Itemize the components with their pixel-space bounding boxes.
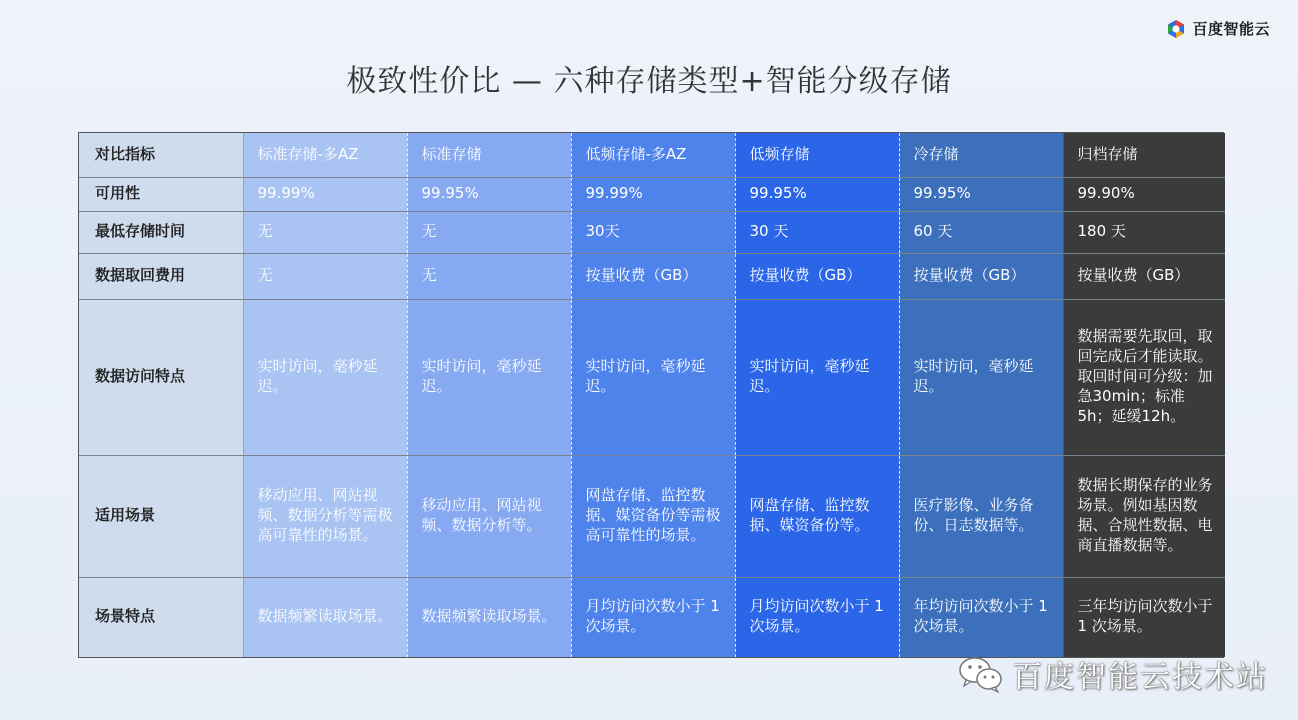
table-cell: 数据频繁读取场景。: [243, 577, 407, 657]
table-row: [79, 455, 1225, 577]
table-cell: 30 天: [735, 211, 899, 253]
table-cell: 月均访问次数小于 1 次场景。: [735, 577, 899, 657]
header-cell: 标准存储-多AZ: [243, 133, 407, 177]
baidu-cloud-hexagon-icon: [1166, 19, 1186, 39]
table-cell: 无: [243, 253, 407, 299]
wechat-icon: [958, 655, 1004, 693]
header-cell: 冷存储: [899, 133, 1063, 177]
table-row: [79, 299, 1225, 455]
row-label: 场景特点: [79, 577, 243, 657]
comparison-table: [78, 132, 1224, 658]
row-label: 最低存储时间: [79, 211, 243, 253]
table-cell: 实时访问，毫秒延迟。: [571, 299, 735, 455]
table-cell: 实时访问，毫秒延迟。: [899, 299, 1063, 455]
header-cell: 对比指标: [79, 133, 243, 177]
table-cell: 无: [407, 211, 571, 253]
table-cell: 无: [243, 211, 407, 253]
header-cell: 低频存储: [735, 133, 899, 177]
table-cell: 99.99%: [571, 177, 735, 211]
table-cell: 180 天: [1063, 211, 1225, 253]
table-cell: 数据频繁读取场景。: [407, 577, 571, 657]
table-cell: 数据长期保存的业务场景。例如基因数据、合规性数据、电商直播数据等。: [1063, 455, 1225, 577]
table-cell: 按量收费（GB）: [735, 253, 899, 299]
row-label: 数据访问特点: [79, 299, 243, 455]
table-cell: 实时访问，毫秒延迟。: [243, 299, 407, 455]
table-cell: 30天: [571, 211, 735, 253]
table-cell: 按量收费（GB）: [571, 253, 735, 299]
table-cell: 三年均访问次数小于 1 次场景。: [1063, 577, 1225, 657]
table-cell: 年均访问次数小于 1 次场景。: [899, 577, 1063, 657]
table-cell: 99.95%: [407, 177, 571, 211]
table-cell: 60 天: [899, 211, 1063, 253]
table-cell: 按量收费（GB）: [1063, 253, 1225, 299]
table-row: [79, 211, 1225, 253]
table-cell: 网盘存储、监控数据、媒资备份等。: [735, 455, 899, 577]
table-cell: 医疗影像、业务备份、日志数据等。: [899, 455, 1063, 577]
table-cell: 无: [407, 253, 571, 299]
table-cell: 按量收费（GB）: [899, 253, 1063, 299]
header-cell: 低频存储-多AZ: [571, 133, 735, 177]
row-label: 可用性: [79, 177, 243, 211]
brand-logo: [1166, 18, 1270, 39]
header-cell: 归档存储: [1063, 133, 1225, 177]
table-cell: 99.95%: [899, 177, 1063, 211]
watermark: [958, 652, 1268, 696]
table-cell: 实时访问，毫秒延迟。: [407, 299, 571, 455]
header-cell: 标准存储: [407, 133, 571, 177]
table-cell: 实时访问，毫秒延迟。: [735, 299, 899, 455]
brand-name: 百度智能云: [1192, 20, 1270, 38]
table-cell: 99.99%: [243, 177, 407, 211]
page-title: 极致性价比 — 六种存储类型+智能分级存储: [346, 64, 952, 99]
row-label: 数据取回费用: [79, 253, 243, 299]
table-cell: 99.90%: [1063, 177, 1225, 211]
table-row: [79, 577, 1225, 657]
table-row: [79, 177, 1225, 211]
table-row: [79, 253, 1225, 299]
table-cell: 网盘存储、监控数据、媒资备份等需极高可靠性的场景。: [571, 455, 735, 577]
row-label: 适用场景: [79, 455, 243, 577]
table-cell: 99.95%: [735, 177, 899, 211]
table-cell: 移动应用、网站视频、数据分析等需极高可靠性的场景。: [243, 455, 407, 577]
table-header-row: [79, 133, 1225, 177]
table-cell: 移动应用、网站视频、数据分析等。: [407, 455, 571, 577]
table-cell: 月均访问次数小于 1 次场景。: [571, 577, 735, 657]
watermark-text: 百度智能云技术站: [1012, 660, 1268, 695]
table-cell: 数据需要先取回，取回完成后才能读取。取回时间可分级：加急30min；标准5h；延缓12h。: [1063, 299, 1225, 455]
